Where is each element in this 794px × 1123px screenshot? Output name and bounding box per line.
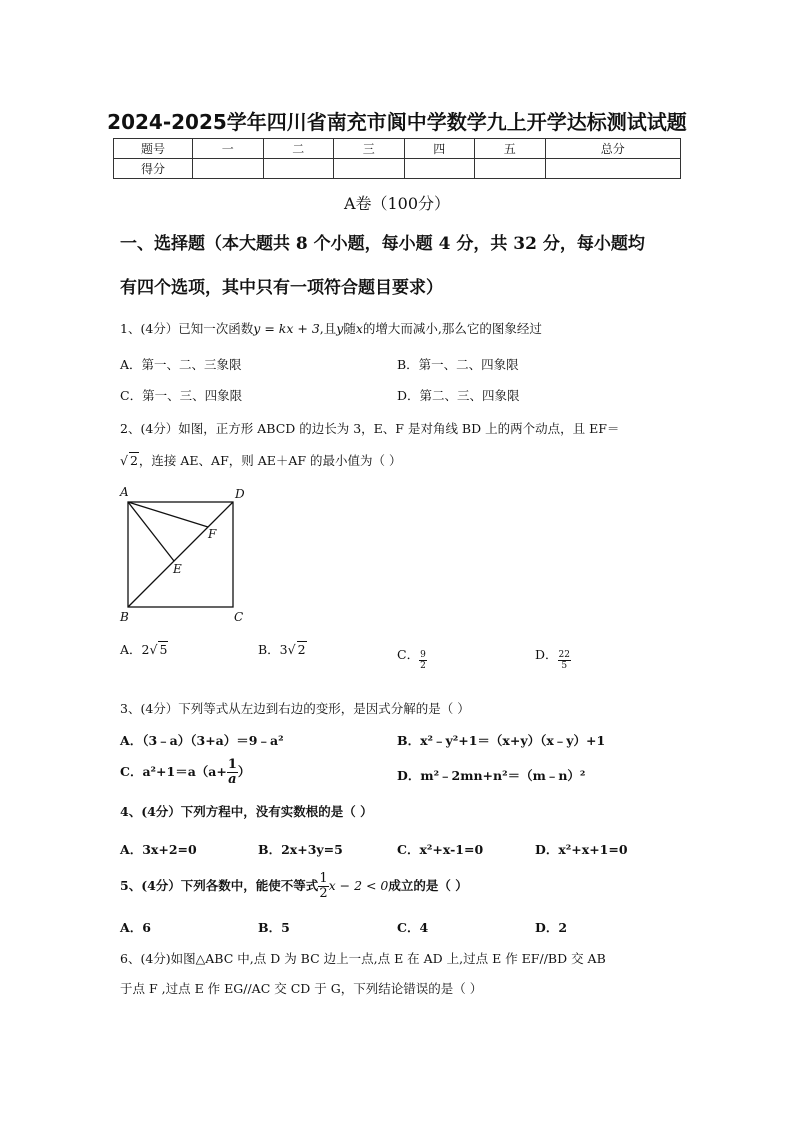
q4-option-a[interactable]: A．3x+2=0: [120, 842, 197, 857]
score-cell[interactable]: [193, 159, 264, 179]
q1-suffix: 的增大而减小,那么它的图象经过: [362, 321, 542, 336]
q1-option-a[interactable]: A．第一、二、三象限: [120, 357, 242, 372]
section-1-line-1: 一、选择题（本大题共 8 个小题，每小题 4 分，共 32 分，每小题均: [120, 234, 645, 254]
label-b: B: [120, 610, 129, 624]
label-f: F: [208, 527, 217, 541]
segment-af: [128, 502, 208, 527]
label-c: C: [234, 610, 244, 624]
question-1: [120, 319, 542, 337]
q2-option-b[interactable]: B．3√ 2: [258, 642, 306, 657]
q1-option-c[interactable]: C．第一、三、四象限: [120, 388, 243, 403]
q1-prefix: 1、(4分）已知一次函数: [120, 321, 254, 336]
q3-option-d[interactable]: D．m²﹣2mn+n²＝（m﹣n）²: [397, 768, 586, 783]
q2-option-d-fraction: $\frac{22}{5}$: [558, 650, 570, 671]
score-cell[interactable]: [404, 159, 475, 179]
label-a: A: [120, 485, 129, 499]
q4-option-d[interactable]: D．x²+x+1=0: [535, 842, 628, 857]
q1-option-d[interactable]: D．第二、三、四象限: [397, 388, 520, 403]
segment-ae: [128, 502, 174, 561]
q1-option-b[interactable]: B．第一、二、四象限: [397, 357, 519, 372]
q3-option-b[interactable]: B．x²﹣y²+1＝（x+y）（x﹣y）+1: [397, 733, 606, 748]
q1-mid2: 随: [343, 321, 356, 336]
score-cell[interactable]: [334, 159, 405, 179]
score-header-cell: 五: [475, 139, 546, 159]
score-header-cell: 四: [404, 139, 475, 159]
q4-option-b[interactable]: B．2x+3y=5: [258, 842, 343, 857]
page-title: 2024-2025学年四川省南充市阆中学数学九上开学达标测试试题: [107, 110, 687, 134]
score-table: [113, 138, 681, 179]
q1-mid: ,且: [319, 321, 337, 336]
question-2-line-1: 2、(4分）如图，正方形 ABCD 的边长为 3，E、F 是对角线 BD 上的两个动点，且 EF＝: [120, 421, 620, 436]
q3-option-c-fraction: $\frac{1}{a}$: [227, 757, 237, 787]
score-cell[interactable]: [545, 159, 681, 179]
q2-sqrt: √ 2: [120, 453, 138, 468]
section-1-heading: [120, 222, 690, 310]
q5-option-b[interactable]: B．5: [258, 920, 290, 935]
score-table-score-row: [114, 159, 681, 179]
score-cell[interactable]: [263, 159, 334, 179]
q3-option-c[interactable]: C．a²+1＝a（a+ $\frac{1}{a}$ ）: [120, 757, 251, 787]
q5-option-c[interactable]: C．4: [397, 920, 429, 935]
q3-option-a[interactable]: A．（3﹣a）（3+a）＝9﹣a²: [120, 733, 284, 748]
score-header-cell: 二: [263, 139, 334, 159]
q4-option-c[interactable]: C．x²+x-1=0: [397, 842, 484, 857]
q2-option-c[interactable]: C． $\frac{9}{2}$: [397, 647, 426, 671]
score-header-cell: 总分: [545, 139, 681, 159]
question-6-line-1: 6、(4分)如图△ABC 中,点 D 为 BC 边上一点,点 E 在 AD 上,过点 E 作 EF//BD 交 AB: [120, 951, 606, 966]
score-header-cell: 一: [193, 139, 264, 159]
q1-formula: y = kx + 3: [253, 321, 320, 336]
q5-inequality: x − 2 < 0: [328, 878, 389, 893]
q5-fraction: $\frac{1}{2}$: [319, 871, 328, 901]
score-cell[interactable]: [475, 159, 546, 179]
q5-option-d[interactable]: D．2: [535, 920, 568, 935]
section-1-line-2: 有四个选项，其中只有一项符合题目要求）: [120, 278, 443, 298]
q2-line-2-text: ，连接 AE、AF，则 AE＋AF 的最小值为（ ）: [138, 453, 402, 468]
q1-var-y: y: [336, 321, 344, 336]
q1-var-x: x: [355, 321, 363, 336]
score-table-header-row: [114, 139, 681, 159]
section-a-heading: A卷（100分）: [343, 194, 451, 213]
score-row-label: 得分: [114, 159, 193, 179]
question-5: 5、(4分）下列各数中，能使不等式 $\frac{1}{2}$ x − 2 < 0成立的是（ ）: [120, 871, 468, 901]
label-e: E: [173, 562, 182, 576]
question-6-line-2: 于点 F ,过点 E 作 EG//AC 交 CD 于 G，下列结论错误的是（ ）: [120, 981, 483, 996]
question-3: 3、(4分）下列等式从左边到右边的变形，是因式分解的是（ ）: [120, 701, 470, 716]
question-2-line-2: [120, 451, 402, 469]
q2-option-c-fraction: $\frac{9}{2}$: [420, 650, 426, 671]
square-abcd-figure: [112, 484, 262, 624]
q2-option-d[interactable]: D． $\frac{22}{5}$: [535, 647, 570, 671]
q2-option-a[interactable]: A．2√ 5: [120, 642, 168, 657]
score-header-cell: 题号: [114, 139, 193, 159]
label-d: D: [235, 487, 245, 501]
question-4: 4、(4分）下列方程中，没有实数根的是（ ）: [120, 804, 373, 819]
q5-option-a[interactable]: A．6: [120, 920, 151, 935]
score-header-cell: 三: [334, 139, 405, 159]
